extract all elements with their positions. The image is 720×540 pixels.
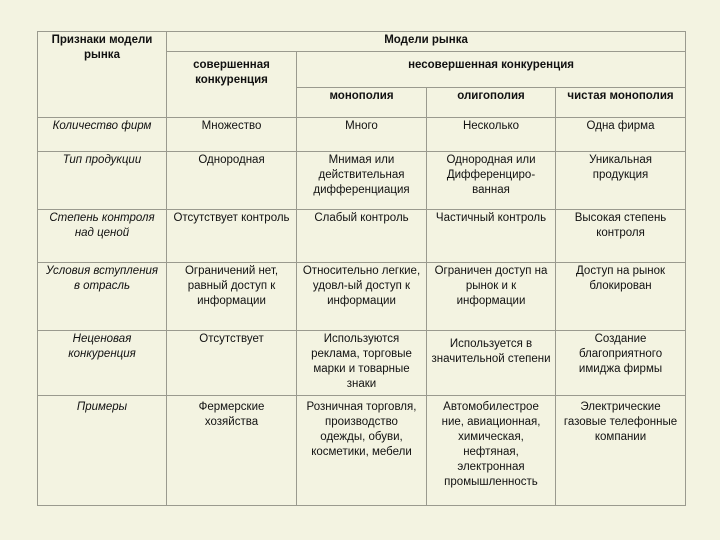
cell-perfect: Ограничений нет, равный доступ к информации xyxy=(167,263,297,331)
cell-perfect: Множество xyxy=(167,118,297,152)
cell-oligopoly: Несколько xyxy=(427,118,556,152)
cell-oligopoly: Однородная или Дифференциро-ванная xyxy=(427,152,556,210)
row-label: Примеры xyxy=(38,396,167,506)
table-row xyxy=(38,210,686,263)
cell-pure-monopoly: Уникальная продукция xyxy=(556,152,686,210)
cell-oligopoly: Автомобилестрое ние, авиационная, химическая, нефтяная, электронная промышленность xyxy=(427,396,556,506)
cell-pure-monopoly: Высокая степень контроля xyxy=(556,210,686,263)
header-perfect-competition: совершенная конкуренция xyxy=(167,52,297,118)
header-monopolistic: монополия xyxy=(297,88,427,118)
cell-monopolistic: Относительно легкие, удовл-ый доступ к информации xyxy=(297,263,427,331)
table-row xyxy=(38,118,686,152)
cell-monopolistic: Розничная торговля, производство одежды, обуви, косметики, мебели xyxy=(297,396,427,506)
cell-perfect: Отсутствует контроль xyxy=(167,210,297,263)
row-label: Неценовая конкуренция xyxy=(38,331,167,396)
table-row xyxy=(38,263,686,331)
header-market-models: Модели рынка xyxy=(167,32,686,52)
header-oligopoly: олигополия xyxy=(427,88,556,118)
cell-pure-monopoly: Электрические газовые телефонные компании xyxy=(556,396,686,506)
table-row xyxy=(38,396,686,506)
header-imperfect-competition: несовершенная конкуренция xyxy=(297,52,686,88)
row-label: Количество фирм xyxy=(38,118,167,152)
cell-pure-monopoly: Создание благоприятного имиджа фирмы xyxy=(556,331,686,396)
row-label: Тип продукции xyxy=(38,152,167,210)
cell-perfect: Однородная xyxy=(167,152,297,210)
cell-perfect: Отсутствует xyxy=(167,331,297,396)
header-pure-monopoly: чистая монополия xyxy=(556,88,686,118)
row-label: Степень контроля над ценой xyxy=(38,210,167,263)
cell-monopolistic: Слабый контроль xyxy=(297,210,427,263)
row-label: Условия вступления в отрасль xyxy=(38,263,167,331)
cell-pure-monopoly: Доступ на рынок блокирован xyxy=(556,263,686,331)
cell-oligopoly: Ограничен доступ на рынок и к информации xyxy=(427,263,556,331)
table-row xyxy=(38,331,686,396)
header-features: Признаки модели рынка xyxy=(38,32,167,118)
market-models-table xyxy=(37,31,686,506)
cell-oligopoly: Используется в значительной степени xyxy=(427,331,556,396)
cell-perfect: Фермерские хозяйства xyxy=(167,396,297,506)
cell-pure-monopoly: Одна фирма xyxy=(556,118,686,152)
cell-monopolistic: Используются реклама, торговые марки и товарные знаки xyxy=(297,331,427,396)
cell-oligopoly: Частичный контроль xyxy=(427,210,556,263)
cell-monopolistic: Много xyxy=(297,118,427,152)
cell-monopolistic: Мнимая или действительная дифференциация xyxy=(297,152,427,210)
table-row xyxy=(38,152,686,210)
